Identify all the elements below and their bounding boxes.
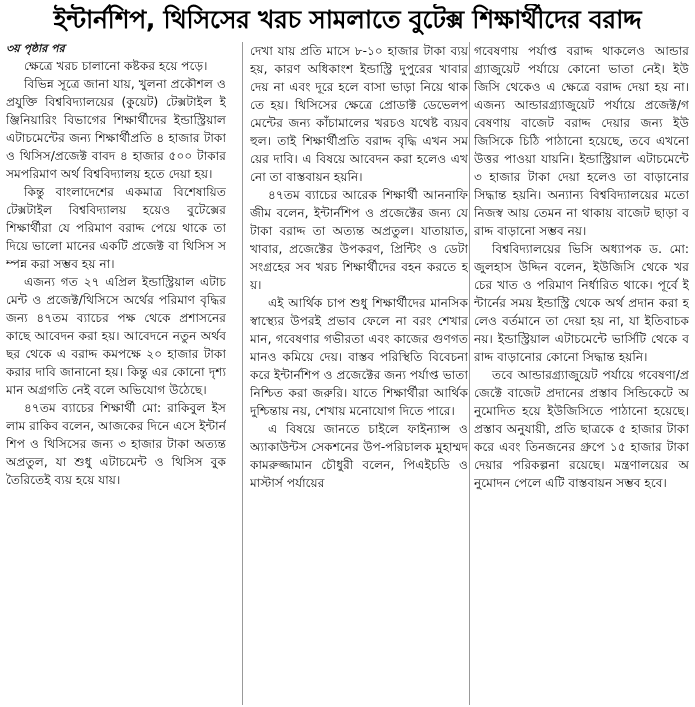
column-1 xyxy=(6,42,226,705)
paragraph: বিভিন্ন সূত্রে জানা যায়, খুলনা প্রকৌশল ও প্রযুক্তি বিশ্ববিদ্যালয়ের (কুয়েট) টেক্সটাইল ইঞ্জিনিয়ারিং বিভাগের শিক্ষার্থীদের ইন্ডাস্ট্রিয়াল এটাচমেন্টের জন্য শিক্ষার্থীপ্রতি ৪ হাজার টাকা ও থিসিস/প্রজেক্ট বাবদ ৪ হাজার ৫০০ টাকার সমপরিমাণ অর্থ বিশ্ববিদ্যালয় হতে দেয়া হয়। xyxy=(6,77,226,181)
continued-from-label: ৩য় পৃষ্ঠার পর xyxy=(6,42,65,55)
column-divider xyxy=(469,42,470,705)
article-body xyxy=(6,42,689,705)
paragraph: বিশ্ববিদ্যালয়ের ভিসি অধ্যাপক ড. মো: জুলহাস উদ্দিন বলেন, ইউজিসি থেকে খরচের খাত ও পরিমাণ নির্ধারিত থাকে। পূর্বে ইন্টার্নের সময় ইন্ডাস্ট্রি থেকে অর্থ প্রদান করা হলেও বর্তমানে তা দেয়া হয় না, যা ইতিবাচক নয়। ইন্ডাস্ট্রিয়াল এটাচমেন্টে ভার্সিটি থেকে বরাদ্দ বাড়ানোর কোনো সিদ্ধান্ত হয়নি। xyxy=(474,242,689,364)
paragraph: ৪৭তম ব্যাচের শিক্ষার্থী মো: রাকিবুল ইসলাম রাকিব বলেন, আজকের দিনে এসে ইন্টার্নশিপ ও থিসিসের জন্য ৩ হাজার টাকা অত্যন্ত অপ্রতুল, যা শুধু এটাচমেন্ট ও থিসিস বুক তৈরিতেই ব্যয় হয়ে যায়। xyxy=(6,401,226,487)
paragraph: এজন্য গত ২৭ এপ্রিল ইন্ডাস্ট্রিয়াল এটাচমেন্ট ও প্রজেক্ট/থিসিসে অর্থের পরিমাণ বৃদ্ধির জন্য ৪৭তম ব্যাচের পক্ষ থেকে প্রশাসনের কাছে আবেদন করা হয়। আবেদনে নতুন অর্থবছর থেকে এ বরাদ্দ কমপক্ষে ২০ হাজার টাকা করার দাবি জানানো হয়। কিন্তু এর কোনো দৃশ্যমান অগ্রগতি নেই বলে অভিযোগ উঠেছে। xyxy=(6,275,226,397)
paragraph: এই আর্থিক চাপ শুধু শিক্ষার্থীদের মানসিক স্বাস্থ্যের উপরই প্রভাব ফেলে না বরং শেখার মান, গবেষণার গভীরতা এবং কাজের গুণগত মানও কমিয়ে দেয়। বাস্তব পরিস্থিতি বিবেচনা করে ইন্টার্নশিপ ও প্রজেক্টের জন্য পর্যাপ্ত ভাতা নিশ্চিত করা জরুরি। যাতে শিক্ষার্থীরা আর্থিক দুশ্চিন্তায় নয়, শেখায় মনোযোগ দিতে পারে। xyxy=(250,296,468,418)
paragraph: গবেষণায় পর্যাপ্ত বরাদ্দ থাকলেও আন্ডারগ্র্যাজুয়েট পর্যায়ে কোনো ভাতা নেই। ইউজিসি থেকেও এ ক্ষেত্রে বরাদ্দ দেয়া হয় না। এজন্য আন্ডারগ্র্যাজুয়েট পর্যায়ে প্রজেক্ট/গবেষণায় বাজেট বরাদ্দ দেয়ার জন্য ইউজিসিকে চিঠি পাঠানো হয়েছে, তবে এখনো উত্তর পাওয়া যায়নি। ইন্ডাস্ট্রিয়াল এটাচমেন্টে ৩ হাজার টাকা দেয়া হলেও তা বাড়ানোর সিদ্ধান্ত হয়নি। অন্যান্য বিশ্ববিদ্যালয়ের মতো নিজস্ব আয় তেমন না থাকায় বাজেট ছাড়া বরাদ্দ বাড়ানো সম্ভব নয়। xyxy=(474,44,689,238)
column-divider xyxy=(242,42,243,705)
paragraph: ক্ষেত্রে খরচ চালানো কষ্টকর হয়ে পড়ে। xyxy=(24,59,208,73)
column-2 xyxy=(250,42,468,705)
paragraph: এ বিষয়ে জানতে চাইলে ফাইন্যান্স ও অ্যাকাউন্টস সেকশনের উপ-পরিচালক মুহাম্মদ কামরুজ্জামান চৌধুরী বলেন, পিএইচডি ও মাস্টার্স পর্যায়ের xyxy=(250,422,468,490)
paragraph: তবে আন্ডারগ্র্যাজুয়েট পর্যায়ে গবেষণা/প্রজেক্টে বাজেট প্রদানের প্রস্তাব সিন্ডিকেটে অনুমোদিত হয়ে ইউজিসিতে পাঠানো হয়েছে। প্রস্তাব অনুযায়ী, প্রতি ছাত্রকে ৫ হাজার টাকা করে এবং তিনজনের গ্রুপে ১৫ হাজার টাকা দেয়ার পরিকল্পনা রয়েছে। মন্ত্রণালয়ের অনুমোদন পেলে এটি বাস্তবায়ন সম্ভব হবে। xyxy=(474,368,689,490)
column-3 xyxy=(474,42,689,705)
paragraph: দেখা যায় প্রতি মাসে ৮-১০ হাজার টাকা ব্যয় হয়, কারণ অধিকাংশ ইন্ডাস্ট্রি দুপুরের খাবার দেয় না এবং দূরে হলে বাসা ভাড়া নিয়ে থাকতে হয়। থিসিসের ক্ষেত্রে প্রোডাক্ট ডেভেলপমেন্টের জন্য কাঁচামালের খরচও যথেষ্ট ব্যয়বহুল। তাই শিক্ষার্থীপ্রতি বরাদ্দ বৃদ্ধি এখন সময়ের দাবি। এ বিষয়ে আবেদন করা হলেও এখনো তা বাস্তবায়ন হয়নি। xyxy=(250,44,468,184)
paragraph: কিন্তু বাংলাদেশের একমাত্র বিশেষায়িত টেক্সটাইল বিশ্ববিদ্যালয় হয়েও বুটেক্সের শিক্ষার্থীরা যে পরিমাণ বরাদ্দ পেয়ে থাকে তা দিয়ে ভালো মানের একটি প্রজেক্ট বা থিসিস সম্পন্ন করা সম্ভব হয় না। xyxy=(6,185,226,271)
headline: ইন্টার্নশিপ, থিসিসের খরচ সামলাতে বুটেক্স শিক্ষার্থীদের বরাদ্দ xyxy=(53,5,642,34)
paragraph: ৪৭তম ব্যাচের আরেক শিক্ষার্থী আননাফি জীম বলেন, ইন্টার্নশিপ ও প্রজেক্টের জন্য যে টাকা বরাদ্দ তা অত্যন্ত অপ্রতুল। যাতায়াত, খাবার, প্রজেক্টের উপকরণ, প্রিন্টিং ও ডেটা সংগ্রহের সব খরচ শিক্ষার্থীদের বহন করতে হয়। xyxy=(250,188,468,292)
